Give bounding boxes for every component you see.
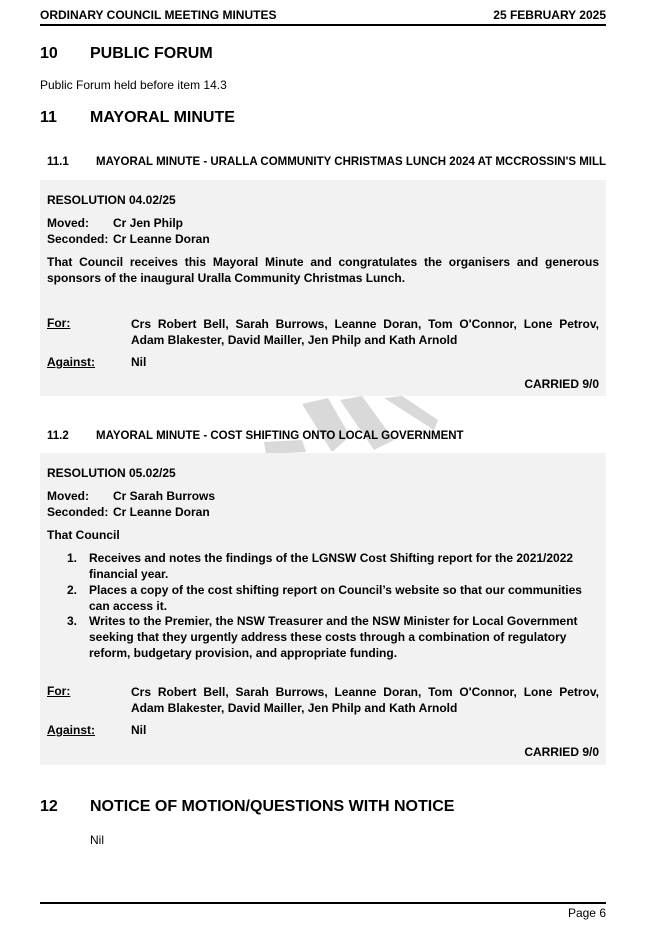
list-text: Receives and notes the findings of the LGNSW Cost Shifting report for the 2021/2022 financial year. — [89, 551, 574, 581]
section-11-title: MAYORAL MINUTE — [90, 109, 235, 126]
list-item — [67, 582, 599, 614]
header-date: 25 FEBRUARY 2025 — [493, 8, 606, 22]
resolution-11-2: RESOLUTION 05.02/25 — [47, 466, 176, 480]
list-number: 1. — [67, 551, 78, 565]
section-10-title: PUBLIC FORUM — [90, 45, 213, 62]
moved-label: Moved: — [47, 216, 89, 230]
carried-11-1: CARRIED 9/0 — [524, 377, 599, 391]
page-header — [40, 8, 606, 26]
header-title: ORDINARY COUNCIL MEETING MINUTES — [40, 8, 277, 22]
moved-label: Moved: — [47, 489, 89, 503]
intro-11-2: That Council — [47, 528, 120, 542]
resolution-11-1: RESOLUTION 04.02/25 — [47, 193, 176, 207]
item-11-1-number: 11.1 — [47, 156, 69, 168]
watermark-logo — [262, 396, 452, 458]
list-number: 2. — [67, 583, 78, 597]
item-11-1-title: MAYORAL MINUTE - URALLA COMMUNITY CHRISTMAS LUNCH 2024 AT MCCROSSIN'S MILL — [96, 156, 607, 168]
moved-value: Cr Sarah Burrows — [113, 489, 216, 503]
page-number: Page 6 — [567, 906, 606, 920]
list-item — [67, 550, 599, 582]
list-item — [67, 613, 599, 661]
section-10-number: 10 — [40, 45, 58, 62]
item-11-2-title: MAYORAL MINUTE - COST SHIFTING ONTO LOCAL GOVERNMENT — [96, 430, 464, 442]
against-value-11-1: Nil — [131, 355, 147, 369]
list-text: Places a copy of the cost shifting report on Council’s website so that our communities can access it. — [89, 583, 582, 613]
against-label-11-1: Against: — [47, 355, 95, 369]
for-label-11-1: For: — [47, 316, 71, 330]
seconded-row-11-1 — [47, 232, 210, 246]
seconded-row-11-2 — [47, 505, 210, 519]
moved-row-11-1 — [47, 216, 183, 230]
against-label-11-2: Against: — [47, 723, 95, 737]
for-value-11-2: Crs Robert Bell, Sarah Burrows, Leanne Doran, Tom O'Connor, Lone Petrov, Adam Blakester, David Mailler, Jen Philp and Kath Arnold — [131, 685, 599, 715]
carried-11-2: CARRIED 9/0 — [524, 745, 599, 759]
moved-row-11-2 — [47, 489, 215, 503]
moved-value: Cr Jen Philp — [113, 216, 184, 230]
item-11-1-heading — [47, 156, 606, 168]
section-10-heading — [40, 45, 213, 63]
section-10-text: Public Forum held before item 14.3 — [40, 78, 227, 92]
seconded-value: Cr Leanne Doran — [113, 232, 210, 246]
resolution-box-11-1 — [40, 180, 606, 396]
section-12-heading — [40, 798, 454, 816]
item-11-2-heading — [47, 430, 464, 442]
resolution-body-11-1: That Council receives this Mayoral Minute and congratulates the organisers and generous sponsors of the inaugural Uralla Community Christmas Lunch. — [47, 255, 599, 285]
for-value-11-1: Crs Robert Bell, Sarah Burrows, Leanne Doran, Tom O'Connor, Lone Petrov, Adam Blakester, David Mailler, Jen Philp and Kath Arnold — [131, 317, 599, 347]
for-label-11-2: For: — [47, 684, 71, 698]
footer-divider — [40, 902, 606, 904]
item-11-2-number: 11.2 — [47, 430, 69, 442]
list-number: 3. — [67, 614, 78, 628]
section-12-title: NOTICE OF MOTION/QUESTIONS WITH NOTICE — [90, 798, 455, 815]
section-11-heading — [40, 109, 235, 127]
seconded-label: Seconded: — [47, 505, 109, 519]
against-value-11-2: Nil — [131, 723, 147, 737]
seconded-value: Cr Leanne Doran — [113, 505, 210, 519]
section-12-text: Nil — [90, 833, 104, 847]
section-11-number: 11 — [40, 109, 57, 126]
list-text: Writes to the Premier, the NSW Treasurer and the NSW Minister for Local Government seeking that they urgently address these costs through a combination of regulatory reform, budgetary provision, and appropriate funding. — [89, 614, 578, 660]
seconded-label: Seconded: — [47, 232, 109, 246]
section-12-number: 12 — [40, 798, 58, 815]
